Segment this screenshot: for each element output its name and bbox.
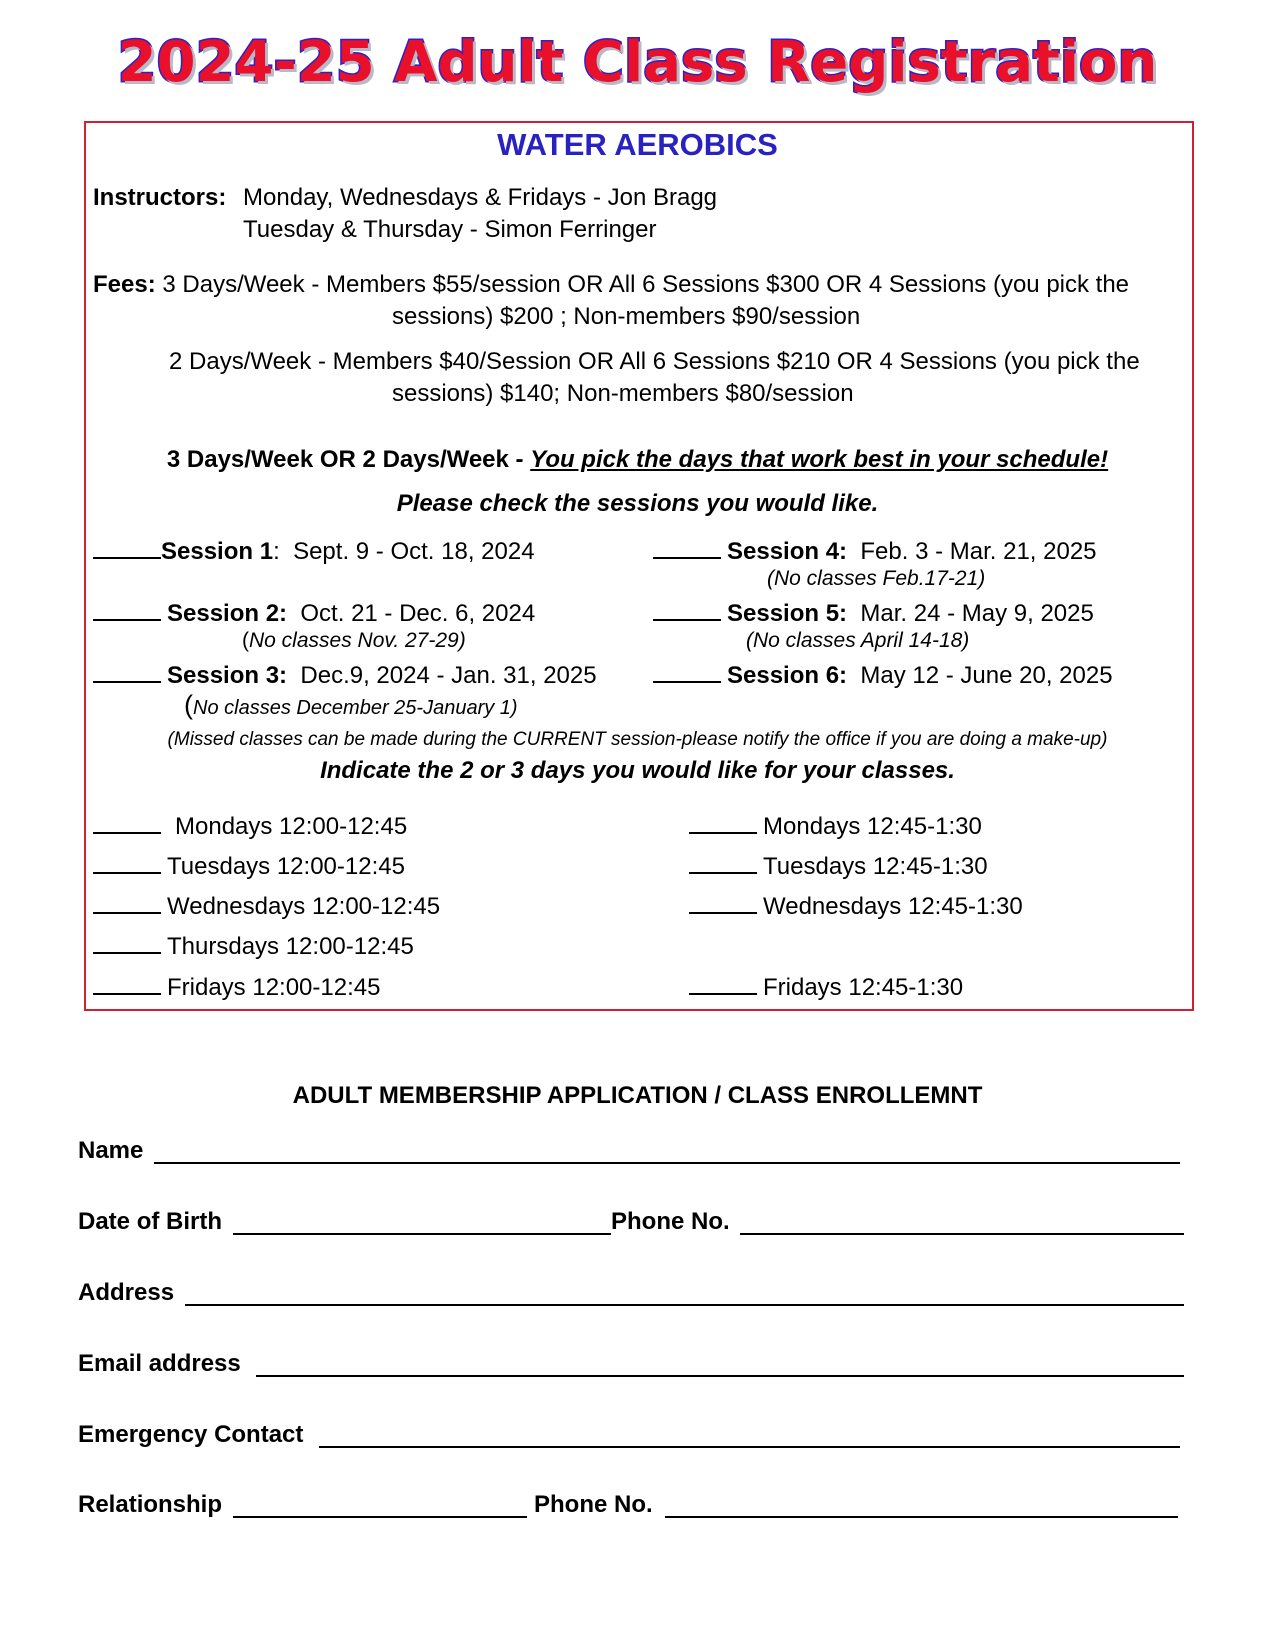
indicate-days-instruction: Indicate the 2 or 3 days you would like for your classes. [320,757,955,784]
day-option-label: Fridays 12:45-1:30 [763,974,964,1001]
day-option-right [689,850,988,881]
day-checkbox-line[interactable] [93,971,161,995]
day-option-left [93,810,407,841]
instructors-label: Instructors: [93,184,227,211]
day-checkbox-line[interactable] [93,930,161,954]
section-subtitle: WATER AEROBICS [497,127,778,162]
page-title: 2024-25 Adult Class Registration [117,30,1158,95]
day-checkbox-line[interactable] [93,890,161,914]
day-option-right [689,810,982,841]
session-3-note-text: No classes December 25-January 1) [193,697,518,719]
session-2-label: Session 2: [167,600,288,627]
day-checkbox-line[interactable] [93,850,161,874]
address-label: Address [78,1279,175,1306]
email-label: Email address [78,1350,241,1377]
missed-classes-note: (Missed classes can be made during the CURRENT session-please notify the office if you are doing a make-up) [167,729,1108,750]
fees-two-day-2: sessions) $140; Non-members $80/session [392,380,854,407]
session-3-row [93,659,597,690]
session-1-row [93,535,535,566]
session-6-dates: May 12 - June 20, 2025 [860,662,1113,689]
day-checkbox-line[interactable] [689,971,757,995]
day-option-label: Wednesdays 12:00-12:45 [167,893,441,920]
session-5-row [653,597,1094,628]
session-4-note: (No classes Feb.17-21) [767,567,986,590]
day-option-left [93,971,380,1002]
session-6-row [653,659,1113,690]
day-option-label: Fridays 12:00-12:45 [167,974,381,1001]
session-3-label: Session 3: [167,662,288,689]
fees-two-day-1: 2 Days/Week - Members $40/Session OR All 6 Sessions $210 OR 4 Sessions (you pick the [169,348,1140,375]
day-option-label: Tuesdays 12:00-12:45 [167,853,405,880]
day-checkbox-line[interactable] [689,890,757,914]
fees-line-1 [93,271,1129,299]
emergency-contact-label: Emergency Contact [78,1421,304,1448]
session-5-note: (No classes April 14-18) [746,629,970,652]
session-6-label: Session 6: [727,662,848,689]
session-1-dates: Sept. 9 - Oct. 18, 2024 [293,538,535,565]
pick-days-heading [0,446,1275,474]
fees-three-day-1: 3 Days/Week - Members $55/session OR All 6 Sessions $300 OR 4 Sessions (you pick the [162,271,1130,298]
day-option-label: Mondays 12:00-12:45 [175,813,408,840]
phone-field[interactable] [740,1233,1184,1235]
application-heading: ADULT MEMBERSHIP APPLICATION / CLASS ENROLLEMNT [292,1082,983,1109]
pick-days-underlined: You pick the days that work best in your schedule! [530,446,1109,473]
dob-field[interactable] [233,1233,611,1235]
session-3-dates: Dec.9, 2024 - Jan. 31, 2025 [300,662,597,689]
session-4-row [653,535,1097,566]
session-2-note-text: No classes Nov. 27-29) [249,629,466,652]
session-1-colon: : [273,538,280,565]
relationship-label: Relationship [78,1491,223,1518]
session-5-checkbox-line[interactable] [653,597,721,621]
session-4-label: Session 4: [727,538,848,565]
day-option-right [689,971,963,1002]
session-3-note [184,690,518,721]
phone-2-field[interactable] [665,1516,1178,1518]
session-2-note [242,629,466,653]
session-6-checkbox-line[interactable] [653,659,721,683]
name-label: Name [78,1137,144,1164]
session-5-dates: Mar. 24 - May 9, 2025 [860,600,1094,627]
phone-label: Phone No. [611,1208,730,1235]
check-sessions-instruction: Please check the sessions you would like. [396,490,879,517]
day-option-label: Wednesdays 12:45-1:30 [763,893,1023,920]
day-option-left [93,890,440,921]
session-4-checkbox-line[interactable] [653,535,721,559]
day-checkbox-line[interactable] [689,810,757,834]
day-option-label: Tuesdays 12:45-1:30 [763,853,988,880]
instructors-mwf: Monday, Wednesdays & Fridays - Jon Bragg [243,184,718,211]
name-field[interactable] [154,1162,1180,1164]
session-5-label: Session 5: [727,600,848,627]
pick-days-bold: 3 Days/Week OR 2 Days/Week - [166,446,531,473]
fees-three-day-2: sessions) $200 ; Non-members $90/session [392,303,861,330]
email-field[interactable] [256,1375,1184,1377]
emergency-contact-field[interactable] [319,1446,1180,1448]
session-4-dates: Feb. 3 - Mar. 21, 2025 [860,538,1097,565]
day-option-label: Mondays 12:45-1:30 [763,813,982,840]
phone-2-label: Phone No. [534,1491,653,1518]
session-2-note-paren: ( [242,629,249,652]
session-3-note-paren: ( [184,690,193,720]
address-field[interactable] [185,1304,1184,1306]
day-checkbox-line[interactable] [93,810,161,834]
day-option-label: Thursdays 12:00-12:45 [167,933,414,960]
session-2-dates: Oct. 21 - Dec. 6, 2024 [300,600,536,627]
fees-label: Fees: [93,271,156,298]
session-1-label: Session 1 [161,538,274,565]
day-option-left [93,850,405,881]
dob-label: Date of Birth [78,1208,222,1235]
session-3-checkbox-line[interactable] [93,659,161,683]
day-option-right [689,890,1023,921]
day-checkbox-line[interactable] [689,850,757,874]
session-2-checkbox-line[interactable] [93,597,161,621]
relationship-field[interactable] [233,1516,527,1518]
instructors-line-1 [93,184,717,212]
session-1-checkbox-line[interactable] [93,535,161,559]
instructors-tt: Tuesday & Thursday - Simon Ferringer [243,216,657,243]
day-option-left [93,930,414,961]
session-2-row [93,597,535,628]
